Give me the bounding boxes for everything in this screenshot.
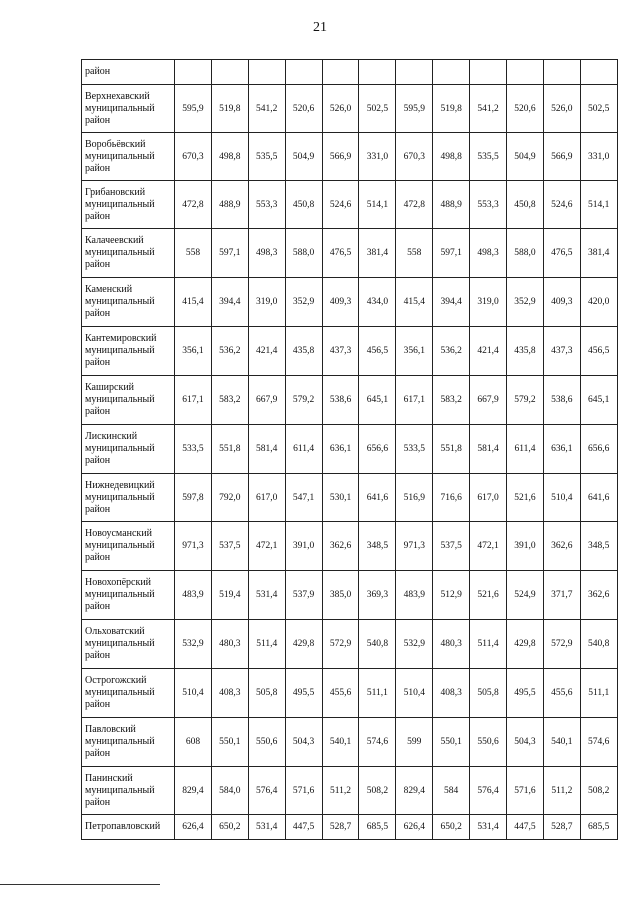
table-cell: 971,3 (175, 522, 212, 571)
table-row (82, 229, 618, 278)
table-cell: 617,1 (396, 376, 433, 425)
table-cell: 611,4 (285, 425, 322, 474)
table-cell: 531,4 (248, 815, 285, 840)
table-cell: 472,8 (396, 181, 433, 229)
table-cell (285, 60, 322, 85)
table-row (82, 133, 618, 181)
table-cell: 508,2 (580, 767, 617, 815)
table-cell (248, 60, 285, 85)
district-name: Калачеевский муниципальный район (82, 229, 175, 278)
table-cell: 394,4 (433, 278, 470, 327)
table-cell: 550,6 (248, 718, 285, 767)
table-cell: 537,9 (285, 571, 322, 620)
table-cell: 579,2 (507, 376, 544, 425)
table-cell: 511,4 (248, 620, 285, 669)
table-cell: 319,0 (470, 278, 507, 327)
table-cell: 510,4 (175, 669, 212, 718)
table-cell: 371,7 (543, 571, 580, 620)
table-cell: 435,8 (507, 327, 544, 376)
table-cell: 535,5 (248, 133, 285, 181)
table-cell: 520,6 (285, 85, 322, 133)
table-cell: 581,4 (470, 425, 507, 474)
table-cell: 480,3 (211, 620, 248, 669)
table-cell: 541,2 (248, 85, 285, 133)
table-row (82, 571, 618, 620)
table-cell: 391,0 (507, 522, 544, 571)
table-cell: 408,3 (211, 669, 248, 718)
table-cell: 584 (433, 767, 470, 815)
table-cell: 526,0 (543, 85, 580, 133)
table-cell: 450,8 (507, 181, 544, 229)
table-row (82, 181, 618, 229)
table-cell (543, 60, 580, 85)
table-row (82, 85, 618, 133)
district-name: Новоусманский муниципальный район (82, 522, 175, 571)
table-cell: 595,9 (396, 85, 433, 133)
table-cell: 510,4 (543, 474, 580, 522)
table-cell: 447,5 (507, 815, 544, 840)
table-cell (507, 60, 544, 85)
table-row (82, 522, 618, 571)
table-cell: 588,0 (507, 229, 544, 278)
table-cell: 792,0 (211, 474, 248, 522)
table-cell: 685,5 (580, 815, 617, 840)
table-cell: 551,8 (433, 425, 470, 474)
table-cell: 667,9 (470, 376, 507, 425)
table-cell (580, 60, 617, 85)
table-cell: 588,0 (285, 229, 322, 278)
table-cell: 553,3 (248, 181, 285, 229)
table-cell: 551,8 (211, 425, 248, 474)
table-cell: 636,1 (543, 425, 580, 474)
table-cell: 420,0 (580, 278, 617, 327)
district-name: Панинский муниципальный район (82, 767, 175, 815)
footer-divider (0, 884, 160, 885)
table-cell (359, 60, 396, 85)
table-cell: 348,5 (359, 522, 396, 571)
table-cell: 531,4 (470, 815, 507, 840)
table-cell: 576,4 (248, 767, 285, 815)
table-cell: 617,0 (248, 474, 285, 522)
table-cell: 650,2 (211, 815, 248, 840)
table-cell: 597,1 (211, 229, 248, 278)
table-cell: 514,1 (580, 181, 617, 229)
table-cell: 571,6 (285, 767, 322, 815)
table-cell: 519,8 (211, 85, 248, 133)
table-cell: 362,6 (322, 522, 359, 571)
table-cell: 558 (396, 229, 433, 278)
table-cell: 504,9 (285, 133, 322, 181)
table-cell: 520,6 (507, 85, 544, 133)
table-cell: 348,5 (580, 522, 617, 571)
table-cell: 511,2 (543, 767, 580, 815)
table-row (82, 474, 618, 522)
table-cell: 415,4 (396, 278, 433, 327)
table-cell: 540,1 (543, 718, 580, 767)
table-cell: 394,4 (211, 278, 248, 327)
table-cell: 514,1 (359, 181, 396, 229)
table-row (82, 669, 618, 718)
table-cell: 645,1 (359, 376, 396, 425)
table-cell: 547,1 (285, 474, 322, 522)
table-cell: 391,0 (285, 522, 322, 571)
table-cell: 526,0 (322, 85, 359, 133)
table-cell: 650,2 (433, 815, 470, 840)
table-cell: 558 (175, 229, 212, 278)
table-cell: 536,2 (211, 327, 248, 376)
district-name: Павловский муниципальный район (82, 718, 175, 767)
table-cell: 716,6 (433, 474, 470, 522)
table-cell: 571,6 (507, 767, 544, 815)
table-cell: 319,0 (248, 278, 285, 327)
table-cell: 538,6 (543, 376, 580, 425)
table-cell: 524,9 (507, 571, 544, 620)
table-cell: 498,8 (211, 133, 248, 181)
table-cell: 434,0 (359, 278, 396, 327)
table-cell: 495,5 (285, 669, 322, 718)
table-cell: 505,8 (248, 669, 285, 718)
table-row (82, 278, 618, 327)
district-name: Новохопёрский муниципальный район (82, 571, 175, 620)
table-cell: 421,4 (470, 327, 507, 376)
table-cell: 656,6 (359, 425, 396, 474)
table-cell: 576,4 (470, 767, 507, 815)
table-cell: 553,3 (470, 181, 507, 229)
table-cell: 415,4 (175, 278, 212, 327)
table-cell: 356,1 (175, 327, 212, 376)
table-cell: 352,9 (285, 278, 322, 327)
table-cell: 476,5 (322, 229, 359, 278)
table-cell: 532,9 (396, 620, 433, 669)
table-cell: 617,1 (175, 376, 212, 425)
table-cell: 356,1 (396, 327, 433, 376)
table-cell: 369,3 (359, 571, 396, 620)
district-name: Верхнехавский муниципальный район (82, 85, 175, 133)
table-cell: 583,2 (433, 376, 470, 425)
table-cell: 685,5 (359, 815, 396, 840)
table-cell: 581,4 (248, 425, 285, 474)
table-cell: 352,9 (507, 278, 544, 327)
district-name: Воробьёвский муниципальный район (82, 133, 175, 181)
table-cell: 505,8 (470, 669, 507, 718)
table-cell: 532,9 (175, 620, 212, 669)
table-cell: 533,5 (396, 425, 433, 474)
table-cell: 385,0 (322, 571, 359, 620)
table-cell: 409,3 (322, 278, 359, 327)
table-cell: 579,2 (285, 376, 322, 425)
table-cell: 504,9 (507, 133, 544, 181)
table-cell: 472,8 (175, 181, 212, 229)
table-cell (322, 60, 359, 85)
table-cell: 502,5 (359, 85, 396, 133)
table-cell: 537,5 (211, 522, 248, 571)
table-cell: 608 (175, 718, 212, 767)
table-cell: 450,8 (285, 181, 322, 229)
table-cell: 508,2 (359, 767, 396, 815)
table-cell: 429,8 (507, 620, 544, 669)
table-cell: 455,6 (543, 669, 580, 718)
table-cell: 476,5 (543, 229, 580, 278)
table-cell (433, 60, 470, 85)
table-cell: 574,6 (359, 718, 396, 767)
table-cell: 611,4 (507, 425, 544, 474)
table-cell: 521,6 (507, 474, 544, 522)
district-name: Нижнедевицкий муниципальный район (82, 474, 175, 522)
table-cell (175, 60, 212, 85)
table-cell: 435,8 (285, 327, 322, 376)
table-cell: 535,5 (470, 133, 507, 181)
table-cell: 488,9 (211, 181, 248, 229)
table-cell: 483,9 (175, 571, 212, 620)
table-cell: 599 (396, 718, 433, 767)
table-cell: 550,6 (470, 718, 507, 767)
table-cell: 498,3 (248, 229, 285, 278)
table-cell: 472,1 (470, 522, 507, 571)
table-cell: 511,1 (359, 669, 396, 718)
table-row (82, 620, 618, 669)
table-row (82, 815, 618, 840)
table-cell: 483,9 (396, 571, 433, 620)
table-cell: 519,4 (211, 571, 248, 620)
table-cell: 504,3 (285, 718, 322, 767)
table-cell: 641,6 (359, 474, 396, 522)
table-cell (396, 60, 433, 85)
table-cell: 641,6 (580, 474, 617, 522)
table-cell: 524,6 (322, 181, 359, 229)
table-cell: 429,8 (285, 620, 322, 669)
table-cell: 331,0 (580, 133, 617, 181)
table-row (82, 376, 618, 425)
table-cell: 541,2 (470, 85, 507, 133)
data-table (81, 59, 618, 840)
district-name: Петропавловский (82, 815, 175, 840)
table-cell: 437,3 (543, 327, 580, 376)
table-cell: 456,5 (580, 327, 617, 376)
table-cell: 572,9 (322, 620, 359, 669)
table-cell: 381,4 (580, 229, 617, 278)
table-cell: 362,6 (543, 522, 580, 571)
table-cell: 519,8 (433, 85, 470, 133)
table-cell: 530,1 (322, 474, 359, 522)
table-cell: 572,9 (543, 620, 580, 669)
district-name: Острогожский муниципальный район (82, 669, 175, 718)
table-cell: 362,6 (580, 571, 617, 620)
table-cell (211, 60, 248, 85)
district-name: Грибановский муниципальный район (82, 181, 175, 229)
table-cell: 447,5 (285, 815, 322, 840)
table-cell: 409,3 (543, 278, 580, 327)
table-cell: 595,9 (175, 85, 212, 133)
table-cell: 971,3 (396, 522, 433, 571)
table-cell: 437,3 (322, 327, 359, 376)
table-cell: 528,7 (322, 815, 359, 840)
table-cell: 495,5 (507, 669, 544, 718)
table-cell: 538,6 (322, 376, 359, 425)
table-cell: 667,9 (248, 376, 285, 425)
table-cell: 456,5 (359, 327, 396, 376)
table-cell: 533,5 (175, 425, 212, 474)
table-cell: 537,5 (433, 522, 470, 571)
table-cell: 540,1 (322, 718, 359, 767)
table-cell: 566,9 (543, 133, 580, 181)
row-label: район (82, 60, 175, 85)
district-name: Ольховатский муниципальный район (82, 620, 175, 669)
table-row (82, 327, 618, 376)
table-row (82, 767, 618, 815)
table-row (82, 425, 618, 474)
table-cell: 472,1 (248, 522, 285, 571)
table-row (82, 718, 618, 767)
table-cell: 528,7 (543, 815, 580, 840)
table-cell: 502,5 (580, 85, 617, 133)
table-cell: 626,4 (396, 815, 433, 840)
table-cell: 331,0 (359, 133, 396, 181)
table-cell: 524,6 (543, 181, 580, 229)
table-cell: 408,3 (433, 669, 470, 718)
table-cell (470, 60, 507, 85)
table-cell: 540,8 (580, 620, 617, 669)
table-cell: 498,3 (470, 229, 507, 278)
district-name: Каменский муниципальный район (82, 278, 175, 327)
table-cell: 645,1 (580, 376, 617, 425)
table-cell: 531,4 (248, 571, 285, 620)
table-cell: 574,6 (580, 718, 617, 767)
table-cell: 540,8 (359, 620, 396, 669)
table-cell: 583,2 (211, 376, 248, 425)
table-cell: 584,0 (211, 767, 248, 815)
table-cell: 504,3 (507, 718, 544, 767)
table-row (82, 60, 618, 85)
page-number: 21 (313, 20, 327, 35)
table-cell: 617,0 (470, 474, 507, 522)
table-cell: 512,9 (433, 571, 470, 620)
table-cell: 521,6 (470, 571, 507, 620)
district-name: Кантемировский муниципальный район (82, 327, 175, 376)
district-name: Каширский муниципальный район (82, 376, 175, 425)
table-cell: 455,6 (322, 669, 359, 718)
table-cell: 597,8 (175, 474, 212, 522)
table-cell: 550,1 (211, 718, 248, 767)
table-cell: 636,1 (322, 425, 359, 474)
table-cell: 597,1 (433, 229, 470, 278)
table-cell: 829,4 (396, 767, 433, 815)
table-cell: 511,4 (470, 620, 507, 669)
table-cell: 670,3 (175, 133, 212, 181)
table-cell: 566,9 (322, 133, 359, 181)
table-cell: 656,6 (580, 425, 617, 474)
table-cell: 498,8 (433, 133, 470, 181)
table-cell: 670,3 (396, 133, 433, 181)
table-cell: 421,4 (248, 327, 285, 376)
table-cell: 511,2 (322, 767, 359, 815)
district-name: Лискинский муниципальный район (82, 425, 175, 474)
table-cell: 381,4 (359, 229, 396, 278)
table-cell: 626,4 (175, 815, 212, 840)
table-cell: 488,9 (433, 181, 470, 229)
table-cell: 536,2 (433, 327, 470, 376)
table-cell: 516,9 (396, 474, 433, 522)
table-cell: 480,3 (433, 620, 470, 669)
table-cell: 511,1 (580, 669, 617, 718)
table-cell: 510,4 (396, 669, 433, 718)
table-cell: 550,1 (433, 718, 470, 767)
table-cell: 829,4 (175, 767, 212, 815)
